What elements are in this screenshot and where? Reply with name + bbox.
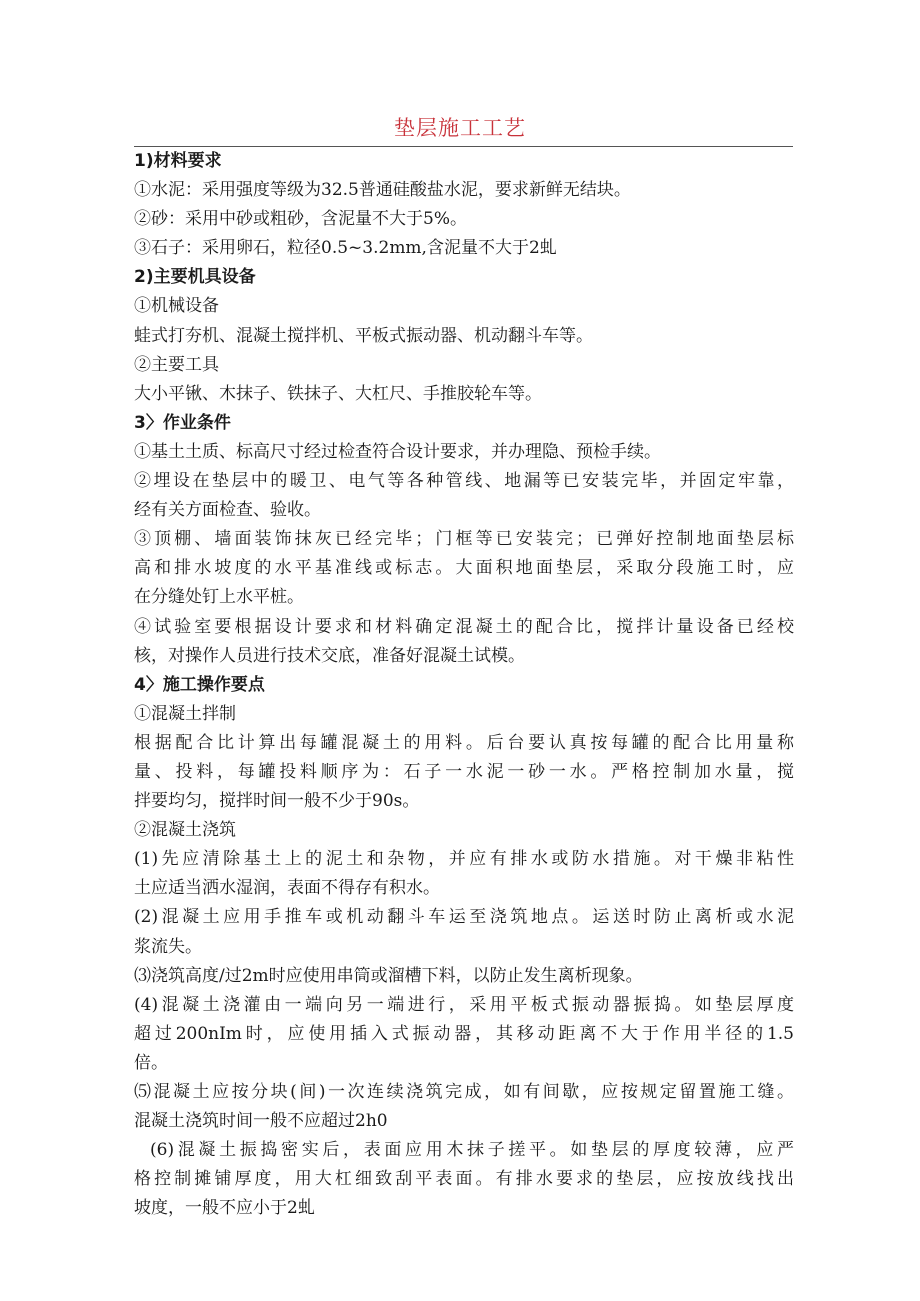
body-line: 核，对操作人员进行技术交底，准备好混凝土试模。 [134, 645, 525, 666]
body-line: (1)先应清除基土上的泥土和杂物，并应有排水或防水措施。对干燥非粘性 [134, 849, 794, 870]
document-body [134, 147, 794, 1223]
body-line: 格控制摊铺厚度，用大杠细致刮平表面。有排水要求的垫层，应按放线找出 [134, 1169, 794, 1190]
body-line: 蛙式打夯机、混凝土搅拌机、平板式振动器、机动翻斗车等。 [134, 325, 593, 346]
body-line: ②主要工具 [134, 354, 219, 375]
body-line: 混凝土浇筑时间一般不应超过2h0 [134, 1111, 388, 1132]
body-line: ②埋设在垫层中的暖卫、电气等各种管线、地漏等已安装完毕，并固定牢靠， [134, 471, 794, 492]
body-line: ①基土土质、标高尺寸经过检查符合设计要求，并办理隐、预检手续。 [134, 441, 661, 462]
body-line: 倍。 [134, 1052, 168, 1073]
body-line: (6)混凝土振捣密实后，表面应用木抹子搓平。如垫层的厚度较薄，应严 [150, 1140, 794, 1161]
body-line: 经有关方面检查、验收。 [134, 500, 321, 521]
body-line: 量、投料，每罐投料顺序为：石子一水泥一砂一水。严格控制加水量，搅 [134, 761, 794, 782]
body-line: 高和排水坡度的水平基准线或标志。大面积地面垫层，采取分段施工时，应 [134, 558, 794, 579]
body-line: 超过200nIm时，应使用插入式振动器，其移动距离不大于作用半径的1.5 [134, 1023, 794, 1044]
body-line: 土应适当洒水湿润，表面不得存有积水。 [134, 878, 440, 899]
body-line: ①混凝土拌制 [134, 703, 236, 724]
body-line: 浆流失。 [134, 936, 202, 957]
section-heading: 2)主要机具设备 [134, 267, 256, 288]
body-line: 大小平锹、木抹子、铁抹子、大杠尺、手推胶轮车等。 [134, 383, 542, 404]
body-line: 坡度，一般不应小于2虬 [134, 1198, 315, 1219]
body-line: 根据配合比计算出每罐混凝土的用料。后台要认真按每罐的配合比用量称 [134, 732, 794, 753]
section-heading: 4〉施工操作要点 [134, 674, 265, 695]
body-line: ④试验室要根据设计要求和材料确定混凝土的配合比，搅拌计量设备已经校 [134, 616, 794, 637]
body-line: 拌要均匀，搅拌时间一般不少于90s。 [134, 791, 420, 812]
body-line: ①水泥：采用强度等级为32.5普通硅酸盐水泥，要求新鲜无结块。 [134, 180, 631, 201]
body-line: 在分缝处钉上水平桩。 [134, 587, 304, 608]
section-heading: 1)材料要求 [134, 151, 222, 171]
body-line: ⑶浇筑高度/过2m时应使用串筒或溜槽下料，以防止发生离析现象。 [134, 965, 643, 986]
body-line: (4)混凝土浇灌由一端向另一端进行，采用平板式振动器振捣。如垫层厚度 [134, 994, 794, 1015]
body-line: ②砂：采用中砂或粗砂，含泥量不大于5%。 [134, 209, 467, 230]
body-line: (2)混凝土应用手推车或机动翻斗车运至浇筑地点。运送时防止离析或水泥 [134, 907, 794, 928]
body-line: ②混凝土浇筑 [134, 820, 236, 841]
body-line: ③石子：采用卵石，粒径0.5~3.2mm,含泥量不大于2虬 [134, 238, 557, 259]
body-line: ①机械设备 [134, 296, 219, 317]
body-line: ⑸混凝土应按分块(间)一次连续浇筑完成，如有间歇，应按规定留置施工缝。 [134, 1082, 794, 1102]
body-line: ③顶棚、墙面装饰抹灰已经完毕；门框等已安装完；已弹好控制地面垫层标 [134, 529, 794, 550]
section-heading: 3〉作业条件 [134, 412, 231, 433]
document-title: 垫层施工工艺 [394, 116, 526, 140]
